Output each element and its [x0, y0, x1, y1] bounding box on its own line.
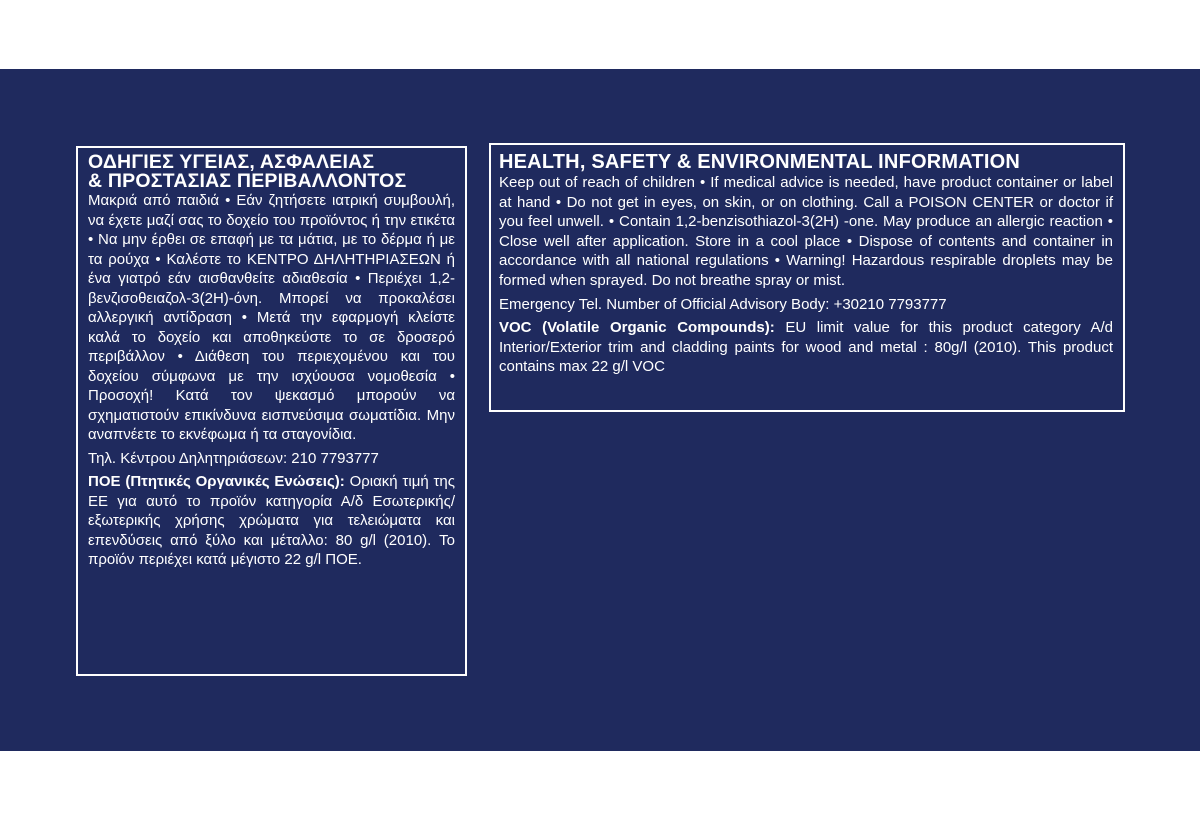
greek-title-line1: ΟΔΗΓΙΕΣ ΥΓΕΙΑΣ, ΑΣΦΑΛΕΙΑΣ: [88, 151, 375, 173]
english-voc-text: EU limit value for this product category A/d Interior/Exterior trim and cladding paints for wood and metal : 80g/l (2010). This product contains max 22 g/l VOC: [499, 319, 1114, 376]
english-body: Keep out of reach of children • If medical advice is needed, have product container or label at hand • Do not get in eyes, on skin, or on clothing. Call a POISON CENTER or doctor if you feel unwell. • Contain 1,2-benzisothiazol-3(2H) -one. May produce an allergic reaction • Close well after application. Store in a cool place • Dispose of contents and container in accordance with all national regulations • Warning! Hazardous respirable droplets may be formed when sprayed. Do not breathe spray or mist.: [499, 174, 1113, 289]
english-voc: [499, 318, 1113, 377]
english-phone: Emergency Tel. Number of Official Advisory Body: +30210 7793777: [499, 295, 947, 313]
greek-body: Μακριά από παιδιά • Εάν ζητήσετε ιατρική συμβουλή, να έχετε μαζί σας το δοχείο του προϊόντος ή την ετικέτα • Να μην έρθει σε επαφή με τα μάτια, με το δέρμα ή με τα ρούχα • Καλέστε το ΚΕΝΤΡΟ ΔΗΛΗΤΗΡΙΑΣΕΩΝ ή ένα γιατρό εάν αισθανθείτε αδιαθεσία • Περιέχει 1,2-βενζισοθειαζολ-3(2Η)-όνη. Μπορεί να προκαλέσει αλλεργική αντίδραση • Μετά την εφαρμογή κλείστε καλά το δοχείο και αποθηκεύστε το σε δροσερό περιβάλλον • Διάθεση του περιεχομένου και του δοχείου σύμφωνα με την ισχύουσα νομοθεσία • Προσοχή! Κατά τον ψεκασμό μπορούν να σχηματιστούν επικίνδυνα εισπνεύσιμα σωματίδια. Μην αναπνέετε το εκνέφωμα ή τα σταγονίδια.: [88, 192, 455, 443]
english-info-box: [489, 143, 1125, 412]
english-voc-label: VOC (Volatile Organic Compounds):: [499, 319, 775, 337]
greek-title: [88, 153, 455, 191]
greek-voc-label: ΠΟΕ (Πτητικές Οργανικές Ενώσεις):: [88, 473, 345, 490]
greek-voc: [88, 472, 455, 570]
english-title: HEALTH, SAFETY & ENVIRONMENTAL INFORMATION: [499, 151, 1020, 173]
greek-info-box: [76, 146, 467, 676]
greek-title-line2: & ΠΡΟΣΤΑΣΙΑΣ ΠΕΡΙΒΑΛΛΟΝΤΟΣ: [88, 170, 407, 192]
label-panel: [0, 69, 1200, 751]
greek-phone: Τηλ. Κέντρου Δηλητηριάσεων: 210 7793777: [88, 449, 379, 467]
greek-voc-text: Οριακή τιμή της ΕΕ για αυτό το προϊόν κατηγορία Α/δ Εσωτερικής/εξωτερικής χρήσης χρώματα για τελειώματα και επενδύσεις από ξύλο και μέταλλο: 80 g/l (2010). Το προϊόν περιέχει κατά μέγιστο 22 g/l ΠΟΕ.: [88, 473, 455, 568]
